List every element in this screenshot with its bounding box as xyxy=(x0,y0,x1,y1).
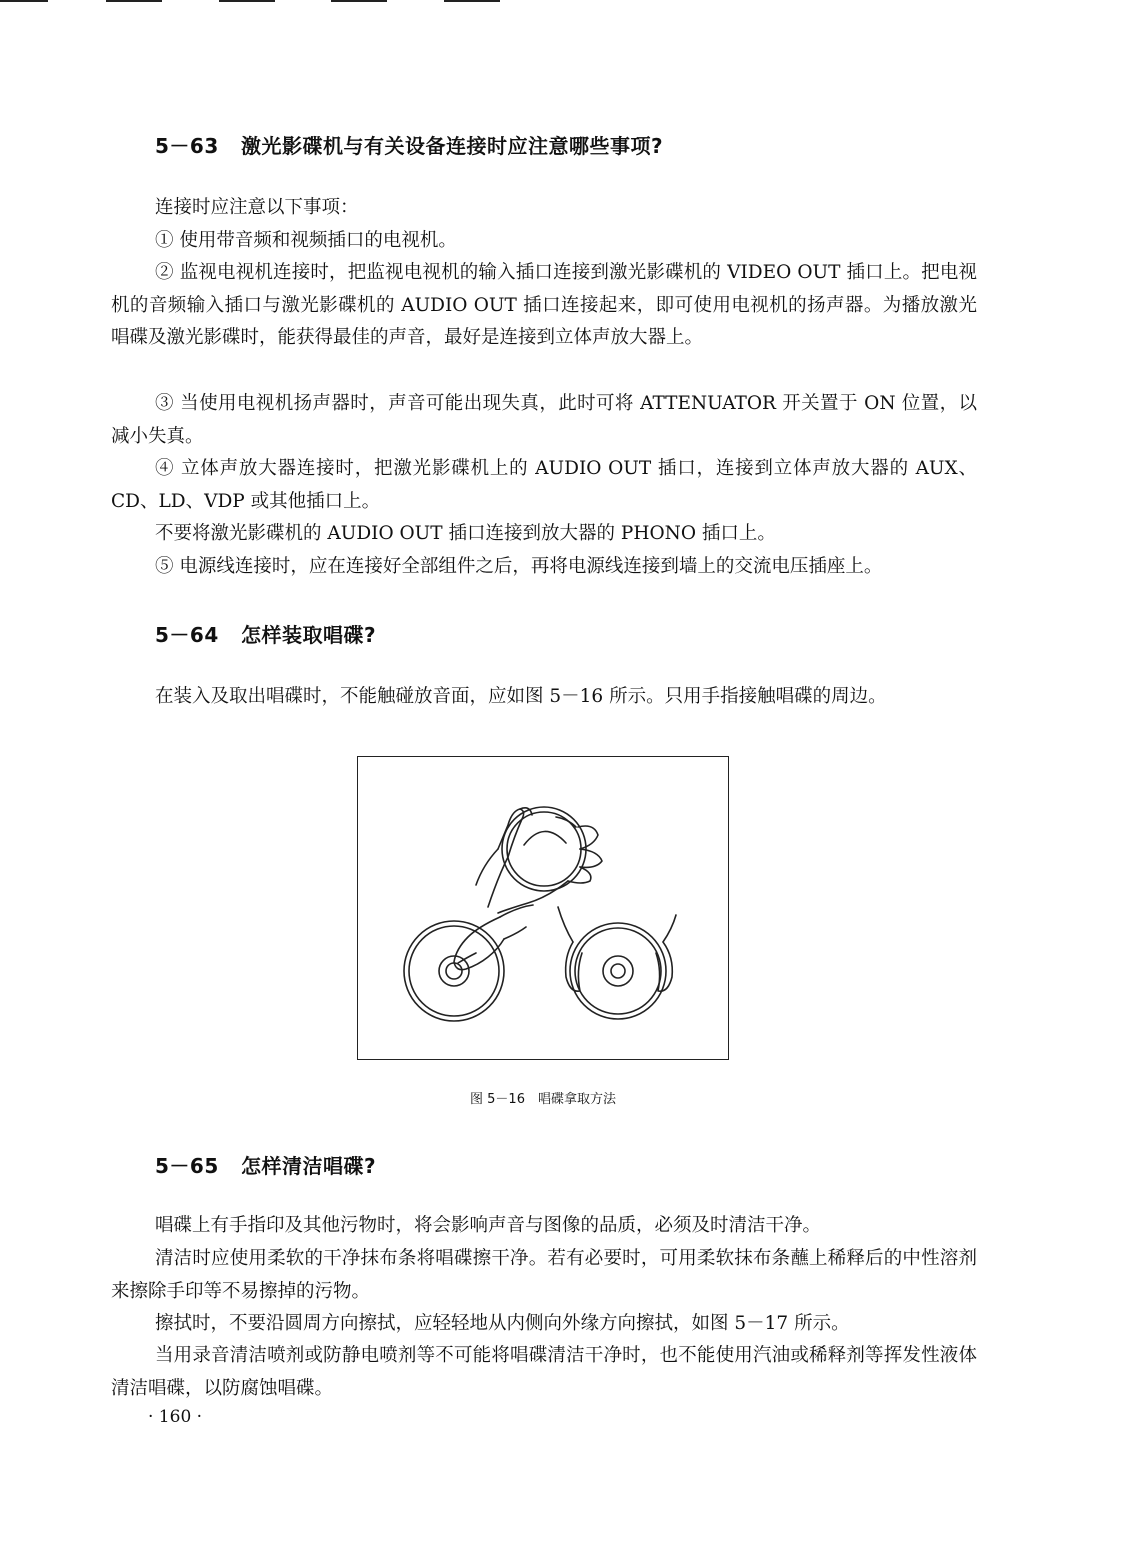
paragraph-item-2: ② 监视电视机连接时，把监视电视机的输入插口连接到激光影碟机的 VIDEO OUT 插口上。把电视机的音频输入插口与激光影碟机的 AUDIO OUT 插口连接起来，即可使用电视机的扬声器。为播放激光唱碟及激光影碟时，能获得最佳的声音，最好是连接到立体声放大器上。 xyxy=(111,262,977,348)
section-heading: 怎样清洁唱碟? xyxy=(241,1154,377,1178)
bottom-right-disc xyxy=(570,923,666,1019)
figure-caption: 图 5－16 唱碟拿取方法 xyxy=(470,1092,616,1107)
paragraph-item-5: ⑤ 电源线连接时，应在连接好全部组件之后，再将电源线连接到墙上的交流电压插座上。 xyxy=(155,556,883,577)
section-heading: 激光影碟机与有关设备连接时应注意哪些事项? xyxy=(241,134,664,158)
paragraph-cleaning-2: 清洁时应使用柔软的干净抹布条将唱碟擦干净。若有必要时，可用柔软抹布条蘸上稀释后的中性溶剂来擦除手印等不易擦掉的污物。 xyxy=(111,1248,977,1302)
section-heading: 怎样装取唱碟? xyxy=(241,623,377,647)
disc-handling-illustration xyxy=(358,757,730,1061)
paragraph-item-4: ④ 立体声放大器连接时，把激光影碟机上的 AUDIO OUT 插口，连接到立体声放大器的 AUX、CD、LD、VDP 或其他插口上。 xyxy=(111,458,977,512)
top-scan-marks xyxy=(0,0,520,4)
section-title-5-65 xyxy=(155,1150,376,1179)
top-disc xyxy=(502,807,586,891)
paragraph-intro: 连接时应注意以下事项： xyxy=(155,197,359,218)
paragraph-item-1: ① 使用带音频和视频插口的电视机。 xyxy=(155,230,457,251)
paragraph-item-3: ③ 当使用电视机扬声器时，声音可能出现失真，此时可将 ATTENUATOR 开关置于 ON 位置，以减小失真。 xyxy=(111,393,977,447)
section-title-5-64 xyxy=(155,619,376,648)
figure-disc-handling xyxy=(357,756,729,1060)
page-number: · 160 · xyxy=(148,1407,203,1427)
paragraph-cleaning-1: 唱碟上有手指印及其他污物时，将会影响声音与图像的品质，必须及时清洁干净。 xyxy=(155,1215,822,1236)
section-number: 5－63 xyxy=(155,134,219,158)
bottom-left-disc xyxy=(404,921,504,1021)
section-number: 5－64 xyxy=(155,623,219,647)
bottom-right-hand-left xyxy=(566,942,582,991)
section-title-5-63 xyxy=(155,130,663,159)
paragraph-handling: 在装入及取出唱碟时，不能触碰放音面，应如图 5－16 所示。只用手指接触唱碟的周边。 xyxy=(155,686,887,707)
paragraph-cleaning-4: 当用录音清洁喷剂或防静电喷剂等不可能将唱碟清洁干净时，也不能使用汽油或稀释剂等挥发性液体清洁唱碟，以防腐蚀唱碟。 xyxy=(111,1345,977,1399)
section-number: 5－65 xyxy=(155,1154,219,1178)
paragraph-note: 不要将激光影碟机的 AUDIO OUT 插口连接到放大器的 PHONO 插口上。 xyxy=(155,523,776,544)
paragraph-cleaning-3: 擦拭时，不要沿圆周方向擦拭，应轻轻地从内侧向外缘方向擦拭，如图 5－17 所示。 xyxy=(155,1313,850,1334)
top-hand xyxy=(488,809,524,907)
